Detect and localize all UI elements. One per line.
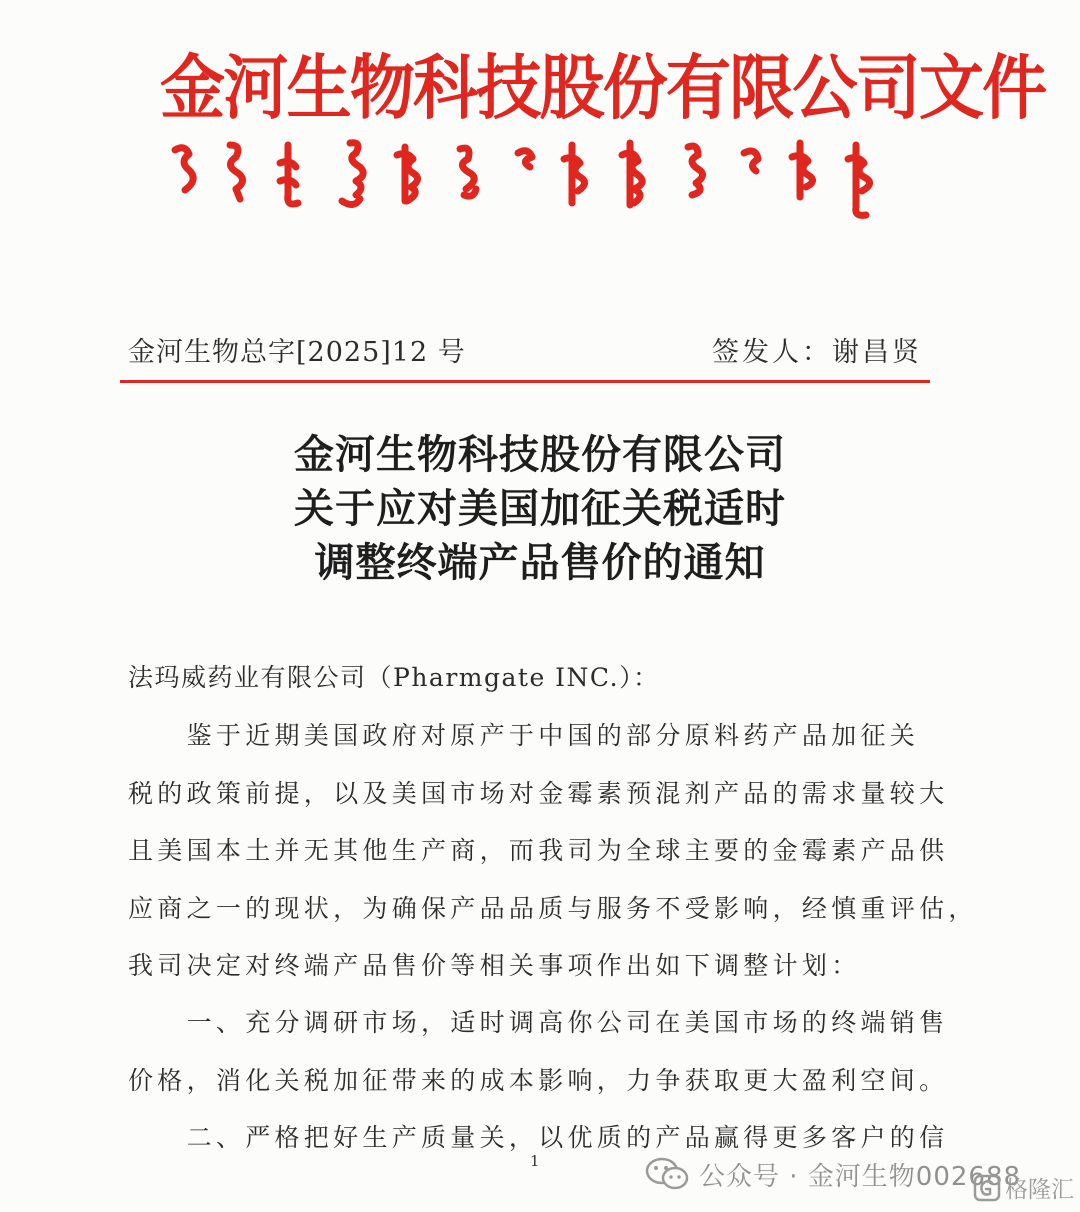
- signer: 签发人：谢昌贤: [712, 337, 922, 368]
- mongolian-script-emblem: [160, 135, 900, 225]
- addressee: 法玛威药业有限公司（Pharmgate INC.）：: [128, 663, 660, 692]
- body-text-line: 我司决定对终端产品售价等相关事项作出如下调整计划：: [128, 951, 861, 980]
- title-line: 调整终端产品售价的通知: [314, 540, 766, 586]
- corner-logo-text: 格隆汇: [1005, 1177, 1074, 1203]
- wechat-watermark: [645, 1152, 1021, 1196]
- gelonghui-watermark: [973, 1171, 1074, 1204]
- document-number: 金河生物总字[2025]12 号: [128, 337, 466, 368]
- red-divider-rule: [120, 380, 930, 383]
- body-text-line: 税的政策前提，以及美国市场对金霉素预混剂产品的需求量较大: [128, 779, 949, 808]
- body-text-line: 一、充分调研市场，适时调高你公司在美国市场的终端销售: [128, 1008, 949, 1037]
- body-text-line: 二、严格把好生产质量关，以优质的产品赢得更多客户的信: [128, 1123, 949, 1152]
- gelonghui-logo-icon: [973, 1174, 1001, 1202]
- body-text-line: 鉴于近期美国政府对原产于中国的部分原料药产品加征关: [128, 721, 920, 750]
- notice-title: [140, 428, 940, 590]
- title-line: 关于应对美国加征关税适时: [294, 486, 786, 532]
- title-line: 金河生物科技股份有限公司: [294, 432, 786, 478]
- body-text-line: 价格，消化关税加征带来的成本影响，力争获取更大盈利空间。: [128, 1066, 949, 1095]
- wechat-icon: [645, 1156, 691, 1192]
- watermark-text: 公众号 · 金河生物002688: [699, 1161, 1022, 1192]
- body-text-line: 且美国本土并无其他生产商，而我司为全球主要的金霉素产品供: [128, 836, 949, 865]
- page-number: 1: [530, 1152, 540, 1170]
- body-text-line: 应商之一的现状，为确保产品品质与服务不受影响，经慎重评估，: [128, 894, 978, 923]
- masthead-title: 金河生物科技股份有限公司文件: [160, 47, 1046, 129]
